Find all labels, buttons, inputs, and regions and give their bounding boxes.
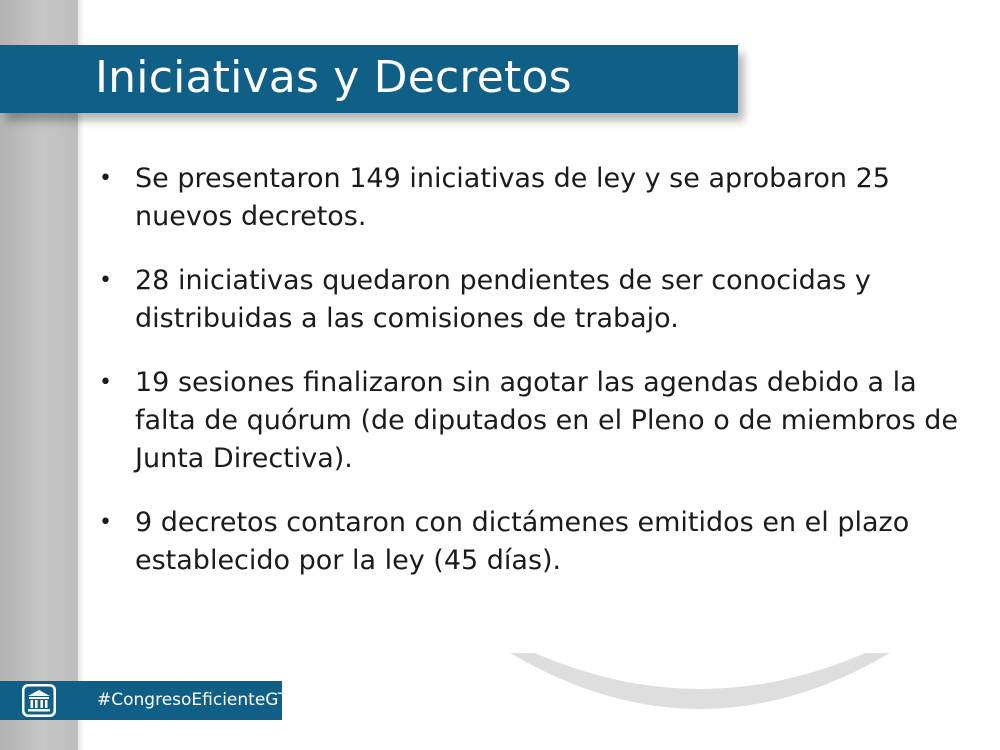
bullet-dot-icon: • [99,166,112,191]
bullet-text: 19 sesiones finalizaron sin agotar las agendas debido a la falta de quórum (de diputados en el Pleno o de miembros de Junta Directiva). [135,367,958,474]
bullet-item [95,364,980,478]
footer-hashtag: #CongresoEficienteGT [97,690,289,710]
bullet-dot-icon: • [99,268,112,293]
bullet-list [95,160,980,606]
bullet-item [95,160,980,236]
bullet-text: 28 iniciativas quedaron pendientes de ser conocidas y distribuidas a las comisiones de trabajo. [135,265,871,334]
bullet-item [95,504,980,580]
bullet-text: 9 decretos contaron con dictámenes emitidos en el plazo establecido por la ley (45 días). [135,507,910,576]
decorative-arc [500,625,900,725]
bullet-dot-icon: • [99,370,112,395]
slide-title: Iniciativas y Decretos [95,52,572,103]
bullet-dot-icon: • [99,510,112,535]
bullet-text: Se presentaron 149 iniciativas de ley y se aprobaron 25 nuevos decretos. [135,163,890,232]
congress-building-icon [22,684,56,717]
bullet-item [95,262,980,338]
